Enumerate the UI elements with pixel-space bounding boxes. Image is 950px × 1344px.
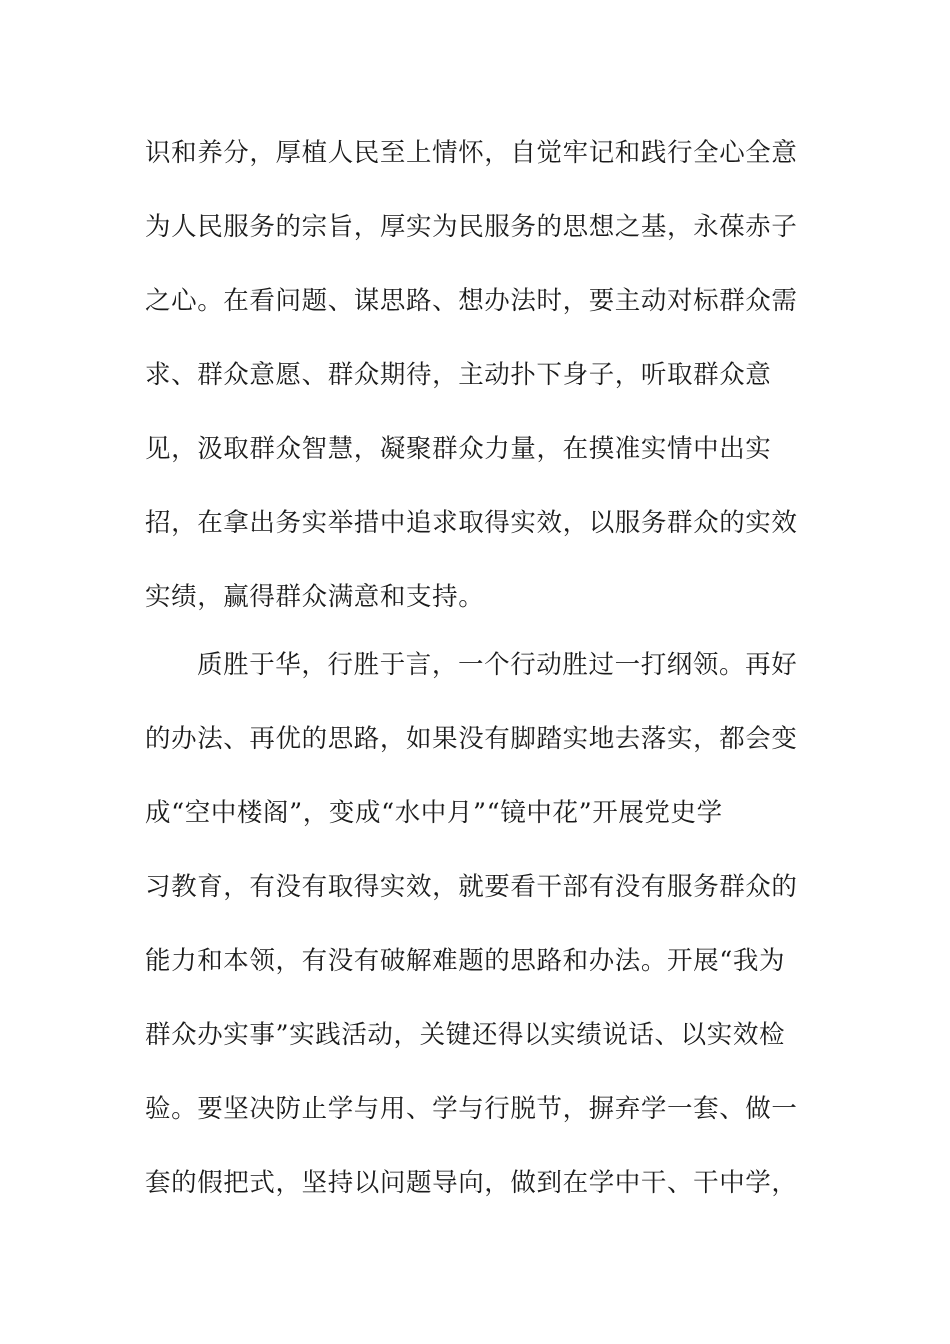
text-line: 套的假把式，坚持以问题导向，做到在学中干、干中学，	[145, 1168, 798, 1198]
text-line: 群众办实事”实践活动，关键还得以实绩说话、以实效检	[145, 1020, 786, 1050]
text-line: 习教育，有没有取得实效，就要看干部有没有服务群众的	[145, 872, 798, 902]
text-line: 识和养分，厚植人民至上情怀，自觉牢记和践行全心全意	[145, 138, 798, 168]
text-line: 实绩，赢得群众满意和支持。	[145, 582, 485, 612]
text-line: 见，汲取群众智慧，凝聚群众力量，在摸准实情中出实	[145, 434, 772, 464]
text-line: 求、群众意愿、群众期待，主动扑下身子，听取群众意	[145, 360, 772, 390]
text-line: 能力和本领，有没有破解难题的思路和办法。开展“我为	[145, 946, 786, 976]
paragraph-first-line: 质胜于华，行胜于言，一个行动胜过一打纲领。再好	[197, 650, 798, 680]
text-line: 的办法、再优的思路，如果没有脚踏实地去落实，都会变	[145, 724, 798, 754]
text-line: 招，在拿出务实举措中追求取得实效，以服务群众的实效	[145, 508, 798, 538]
text-line: 验。要坚决防止学与用、学与行脱节，摒弃学一套、做一	[145, 1094, 798, 1124]
text-line: 成“空中楼阁”，变成“水中月”“镜中花”开展党史学	[145, 798, 723, 828]
text-line: 之心。在看问题、谋思路、想办法时，要主动对标群众需	[145, 286, 798, 316]
text-line: 为人民服务的宗旨，厚实为民服务的思想之基，永葆赤子	[145, 212, 798, 242]
